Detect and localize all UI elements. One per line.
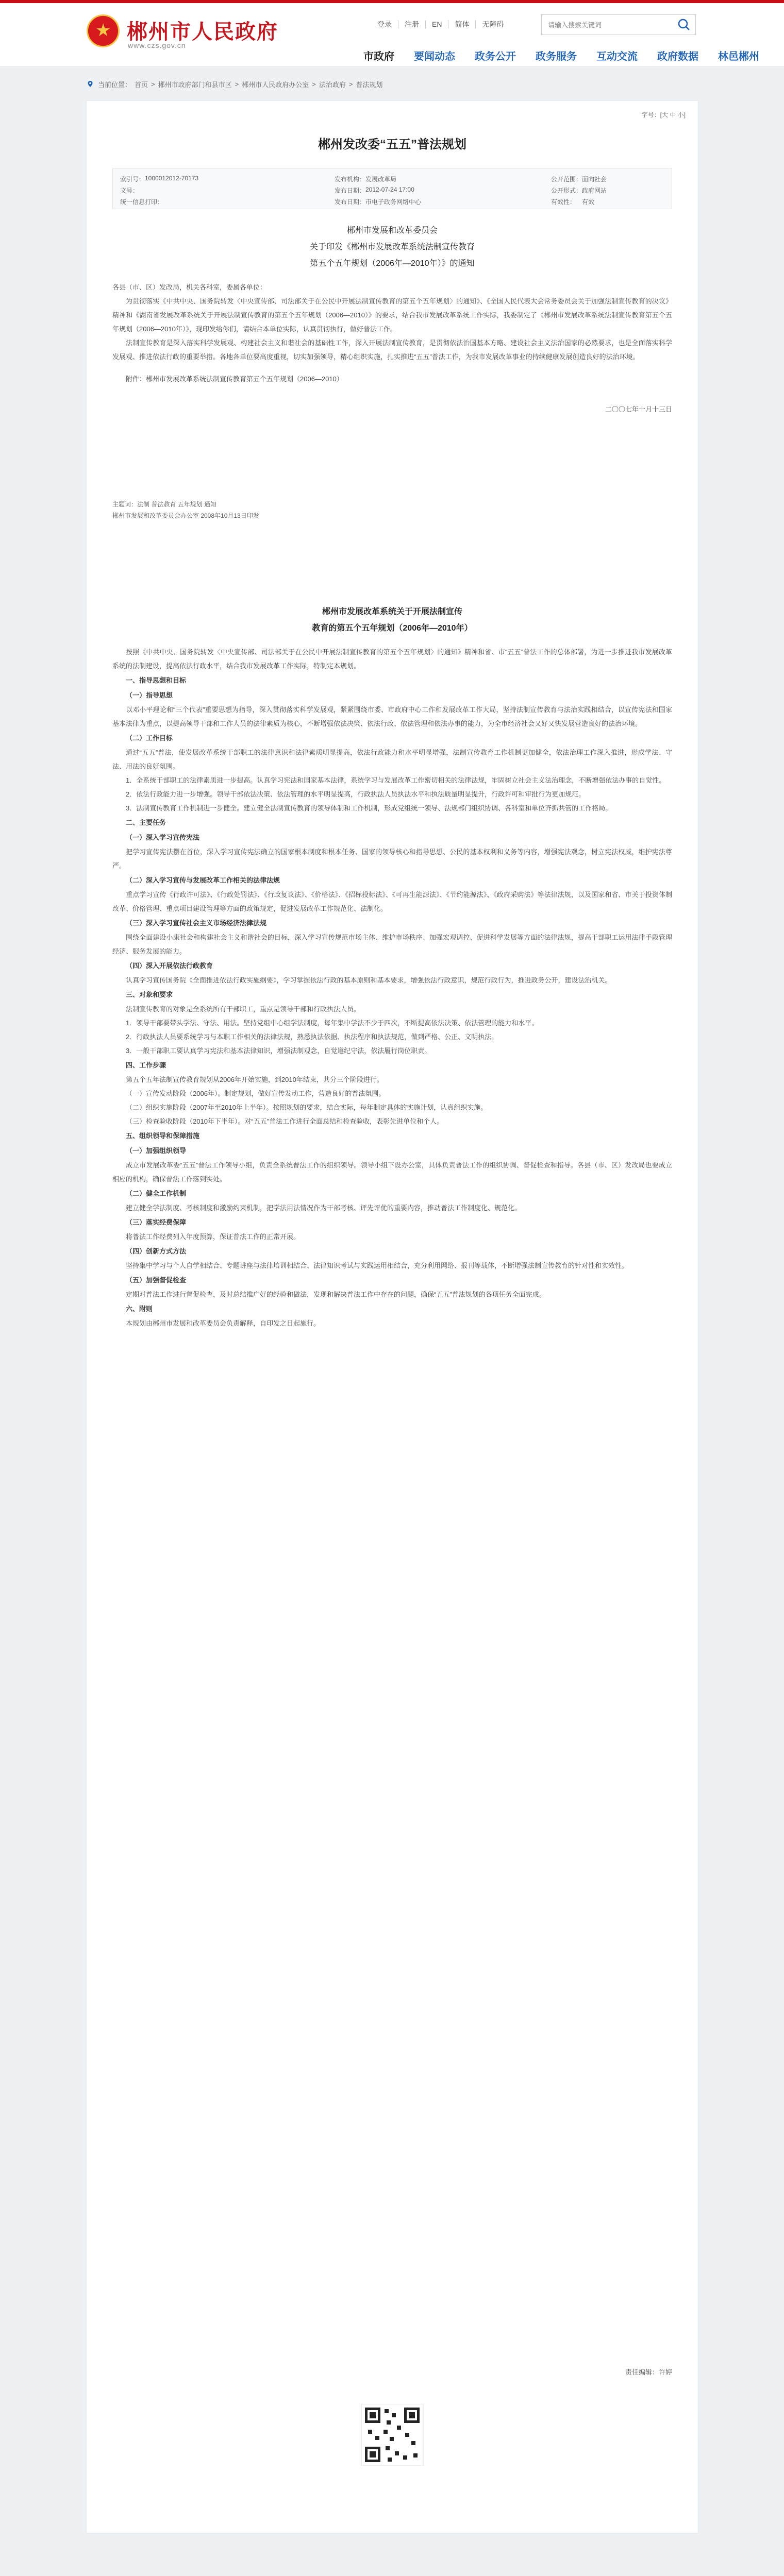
- font-size-control[interactable]: 字号：[大 中 小]: [641, 111, 686, 118]
- plan-paragraph: （一）宣传发动阶段（2006年）。制定规划，做好宣传发动工作，营造良好的普法氛围。: [126, 1090, 386, 1097]
- search-icon: [673, 15, 695, 35]
- meta-form-label: 公开形式：: [551, 187, 582, 194]
- site-domain: www.czs.gov.cn: [128, 41, 186, 49]
- meta-date-value: 2012-07-24 17:00: [365, 186, 414, 193]
- nav-linyi-chenzhou[interactable]: 林邑郴州: [718, 51, 759, 62]
- plan-paragraph: 围绕全面建设小康社会和构建社会主义和谐社会的目标，深入学习宣传规范市场主体、维护市场秩序、加强宏观调控、促进科学发展等方面的法律法规，提高干部职工运用法律手段管理经济、服务发展的能力。: [112, 934, 672, 955]
- subsection-heading: （三）深入学习宣传社会主义市场经济法律法规: [126, 919, 267, 927]
- plan-paragraph: 1．全系统干部职工的法律素质进一步提高。认真学习宪法和国家基本法律，系统学习与发展改革工作密切相关的法律法规，牢固树立社会主义法治理念，不断增强依法办事的自觉性。: [126, 776, 666, 784]
- meta-docno-label: 文号：: [120, 187, 139, 194]
- plan-paragraph: 3．一般干部职工要认真学习宪法和基本法律知识，增强法制观念，自觉遵纪守法，依法履行岗位职责。: [126, 1047, 431, 1055]
- notice-org: 郴州市发展和改革委员会: [346, 226, 438, 235]
- breadcrumb-departments[interactable]: 郴州市政府部门和县市区: [158, 80, 232, 89]
- article-card: [87, 101, 698, 2533]
- subsection-heading: （一）深入学习宣传宪法: [126, 834, 200, 841]
- plan-paragraph: 通过“五五”普法，使发展改革系统干部职工的法律意识和法律素质明显提高，依法行政能力和水平明显增强，法制宣传教育工作机制更加健全，依法治理工作深入推进，形成学法、守法、用法的良好氛围。: [112, 749, 672, 770]
- nav-news[interactable]: 要闻动态: [414, 51, 455, 62]
- notice-sign-date: 二〇〇七年十月十三日: [605, 405, 672, 413]
- location-pin-icon: [87, 80, 94, 88]
- plan-paragraph: 认真学习宣传国务院《全面推进依法行政实施纲要》，学习掌握依法行政的基本原则和基本要求，增强依法行政意识，规范行政行为，推进政务公开，建设法治机关。: [126, 976, 612, 984]
- search-button[interactable]: [673, 15, 695, 35]
- breadcrumb-rule-of-law[interactable]: 法治政府: [319, 80, 346, 89]
- utility-links: [371, 16, 510, 32]
- document-issuer: 郴州市发展和改革委员会办公室 2008年10月13日印发: [112, 512, 259, 519]
- meta-publisher-value: 发展改革局: [365, 176, 397, 183]
- plan-paragraph: 2．行政执法人员要系统学习与本职工作相关的法律法规，熟悉执法依据、执法程序和执法规范，做到严格、公正、文明执法。: [126, 1033, 498, 1041]
- subsection-heading: （一）加强组织领导: [126, 1147, 187, 1155]
- notice-attachment: 附件：郴州市发展改革系统法制宣传教育第五个五年规划（2006—2010）: [126, 375, 343, 383]
- plan-title-line1: 郴州市发展改革系统关于开展法制宣传: [322, 607, 462, 616]
- notice-paragraph: 为贯彻落实《中共中央、国务院转发〈中央宣传部、司法部关于在公民中开展法制宣传教育的第五个五年规划〉的通知》、《全国人民代表大会常务委员会关于加强法制宣传教育的决议》精神和《湖南省发展改革系统关于开展法制宣传教育的第五个五年规划（2006—2010）》的要求，结合我市发展改革系统工作实际，我委制定了《郴州市发展改革系统法制宣传教育第五个五年规划（2006—2010年）》，现印发给你们，请结合本单位实际，认真贯彻执行，做好普法工作。: [112, 297, 672, 333]
- plan-paragraph: 重点学习宣传《行政许可法》、《行政处罚法》、《行政复议法》、《价格法》、《招标投标法》、《可再生能源法》、《节约能源法》、《政府采购法》等法律法规，以及国家和省、市关于投资体制改革、价格管理、重点项目建设管理等方面的政策规定，促进发展改革工作规范化、法制化。: [112, 891, 672, 912]
- site-title: 郴州市人民政府: [127, 20, 278, 43]
- breadcrumb-sep: >: [151, 80, 155, 88]
- nav-government-data[interactable]: 政府数据: [657, 51, 698, 62]
- meta-index-value: 1000012012-70173: [145, 175, 199, 182]
- breadcrumb-label: 当前位置：: [98, 80, 132, 89]
- plan-paragraph: 1．领导干部要带头学法、守法、用法。坚持党组中心组学法制度，每年集中学法不少于四次，不断提高依法决策、依法管理的能力和水平。: [126, 1019, 539, 1027]
- meta-scope-value: 面向社会: [582, 176, 607, 183]
- plan-paragraph: 第五个五年法制宣传教育规划从2006年开始实施，到2010年结束，共分三个阶段进行。: [126, 1076, 383, 1083]
- responsible-editor: 责任编辑：许婷: [625, 2368, 672, 2376]
- article-meta-table: [112, 168, 672, 209]
- breadcrumb-home[interactable]: 首页: [135, 80, 148, 89]
- breadcrumb-sep: >: [348, 80, 353, 88]
- section-heading: 二、主要任务: [126, 819, 166, 826]
- plan-paragraph: 把学习宣传宪法摆在首位，深入学习宣传宪法确立的国家根本制度和根本任务、国家的领导核心和指导思想、公民的基本权利和义务等内容，增强宪法观念，树立宪法权威，维护宪法尊严。: [112, 848, 672, 870]
- plan-paragraph: （三）检查验收阶段（2010年下半年）。对“五五”普法工作进行全面总结和检查验收，表彰先进单位和个人。: [126, 1117, 444, 1125]
- meta-scope-label: 公开范围：: [551, 176, 582, 183]
- nav-government-services[interactable]: 政务服务: [536, 51, 577, 62]
- subsection-heading: （四）深入开展依法行政教育: [126, 962, 213, 970]
- search-input[interactable]: [542, 15, 671, 35]
- section-heading: 六、附则: [126, 1305, 153, 1313]
- subsection-heading: （一）指导思想: [126, 691, 173, 699]
- nav-interaction[interactable]: 互动交流: [596, 51, 638, 62]
- breadcrumb: [87, 76, 698, 92]
- simplified-chinese-link[interactable]: 简体: [448, 20, 476, 28]
- qr-code-row: [87, 2404, 698, 2476]
- section-heading: 三、对象和要求: [126, 991, 173, 998]
- subsection-heading: （三）落实经费保障: [126, 1218, 187, 1226]
- breadcrumb-sep: >: [235, 80, 239, 88]
- notice-paragraph: 法制宣传教育是深入落实科学发展观、构建社会主义和谐社会的基础性工作，深入开展法制宣传教育，是贯彻依法治国基本方略、建设社会主义法治国家的必然要求，也是全面落实科学发展观、推进依法行政的重要举措。各地各单位要高度重视，切实加强领导，精心组织实施，扎实推进“五五”普法工作，为我市发展改革事业的持续健康发展创造良好的法治环境。: [112, 339, 672, 361]
- meta-status-value: 有效: [582, 198, 595, 206]
- document-keywords: 主题词：法制 普法教育 五年规划 通知: [112, 501, 217, 508]
- plan-paragraph: 本规划由郴州市发展和改革委员会负责解释，自印发之日起施行。: [126, 1319, 321, 1327]
- meta-index-label: 索引号：: [120, 176, 145, 183]
- plan-paragraph: （二）组织实施阶段（2007年至2010年上半年）。按照规划的要求，结合实际，每年制定具体的实施计划，认真组织实施。: [126, 1104, 488, 1111]
- plan-paragraph: 坚持集中学习与个人自学相结合、专题讲座与法律培训相结合、法律知识考试与实践运用相结合，充分利用网络、报刊等载体，不断增强法制宣传教育的针对性和实效性。: [126, 1262, 629, 1269]
- plan-paragraph: 法制宣传教育的对象是全系统所有干部职工，重点是领导干部和行政执法人员。: [126, 1005, 361, 1013]
- login-link[interactable]: 登录: [371, 20, 398, 28]
- plan-paragraph: 成立市发展改革委“五五”普法工作领导小组，负责全系统普法工作的组织领导。领导小组下设办公室，具体负责普法工作的组织协调、督促检查和指导。各县（市、区）发改局也要成立相应的机构，确保普法工作落到实处。: [112, 1161, 672, 1183]
- plan-paragraph: 定期对普法工作进行督促检查，及时总结推广好的经验和做法，发现和解决普法工作中存在的问题，确保“五五”普法规划的各项任务全面完成。: [126, 1291, 546, 1298]
- plan-paragraph: 将普法工作经费列入年度预算，保证普法工作的正常开展。: [126, 1233, 301, 1241]
- qr-code-icon: [354, 2404, 431, 2466]
- meta-source-value: 市电子政务网络中心: [365, 198, 422, 206]
- plan-title-line2: 教育的第五个五年规划（2006年—2010年）: [312, 624, 473, 633]
- meta-status-label: 有效性：: [551, 198, 576, 206]
- meta-form-value: 政府网站: [582, 187, 607, 194]
- notice-title-line1: 关于印发《郴州市发展改革系统法制宣传教育: [309, 243, 475, 251]
- meta-publisher-label: 发布机构：: [335, 176, 366, 183]
- subsection-heading: （二）深入学习宣传与发展改革工作相关的法律法规: [126, 876, 280, 884]
- plan-paragraph: 3．法制宣传教育工作机制进一步健全。建立健全法制宣传教育的领导体制和工作机制，形成党组统一领导、法规部门组织协调、各科室和单位齐抓共管的工作格局。: [126, 804, 612, 812]
- meta-topic-label: 统一信息打印：: [120, 198, 164, 206]
- subsection-heading: （五）加强督促检查: [126, 1276, 187, 1284]
- english-link[interactable]: EN: [426, 20, 448, 28]
- site-logo[interactable]: [87, 14, 282, 50]
- nav-open-government[interactable]: 政务公开: [475, 51, 516, 62]
- plan-intro: 按照《中共中央、国务院转发〈中央宣传部、司法部关于在公民中开展法制宣传教育的第五个五年规划〉的通知》精神和省、市“五五”普法工作的总体部署，为进一步推进我市发展改革系统的法制建设，提高依法行政水平，结合我市发展改革工作实际，特制定本规划。: [112, 648, 672, 670]
- site-header: [0, 3, 784, 67]
- subsection-heading: （四）创新方式方法: [126, 1247, 187, 1255]
- national-emblem-icon: ★: [87, 14, 120, 47]
- meta-source-label: 发布日期：: [335, 198, 366, 206]
- article-body: [112, 223, 672, 1330]
- plan-paragraph: 2．依法行政能力进一步增强。领导干部依法决策、依法管理的水平明显提高，行政执法人员执法水平和执法质量明显提升，行政许可和审批行为更加规范。: [126, 790, 586, 798]
- article-title: 郴州发改委“五五”普法规划: [318, 138, 466, 151]
- subsection-heading: （二）工作目标: [126, 734, 173, 742]
- main-nav: [363, 48, 779, 65]
- register-link[interactable]: 注册: [398, 20, 426, 28]
- meta-date-label: 发布日期：: [335, 187, 366, 194]
- breadcrumb-current[interactable]: 普法规划: [356, 80, 383, 89]
- plan-paragraph: 建立健全学法制度、考核制度和激励约束机制，把学法用法情况作为干部考核、评先评优的重要内容，推动普法工作制度化、规范化。: [126, 1204, 522, 1212]
- accessibility-link[interactable]: 无障碍: [482, 20, 504, 28]
- search-box: [541, 14, 696, 35]
- plan-paragraph: 以邓小平理论和“三个代表”重要思想为指导，深入贯彻落实科学发展观，紧紧围绕市委、市政府中心工作和发展改革工作大局，坚持法制宣传教育与法治实践相结合，以宣传宪法和国家基本法律为重点，以提高领导干部和工作人员的法律素质为核心，不断增强依法决策、依法行政、依法管理和依法办事的能力，为全市经济社会又好又快发展营造良好的法治环境。: [112, 706, 672, 727]
- notice-title-line2: 第五个五年规划（2006年—2010年）》的通知: [310, 259, 475, 268]
- breadcrumb-sep: >: [312, 80, 316, 88]
- section-heading: 五、组织领导和保障措施: [126, 1132, 200, 1140]
- section-heading: 一、指导思想和目标: [126, 676, 187, 684]
- subsection-heading: （二）健全工作机制: [126, 1190, 187, 1197]
- nav-city-government[interactable]: 市政府: [363, 51, 394, 62]
- section-heading: 四、工作步骤: [126, 1061, 166, 1069]
- breadcrumb-office[interactable]: 郴州市人民政府办公室: [242, 80, 309, 89]
- notice-addressee: 各县（市、区）发改局，机关各科室，委属各单位：: [112, 283, 267, 291]
